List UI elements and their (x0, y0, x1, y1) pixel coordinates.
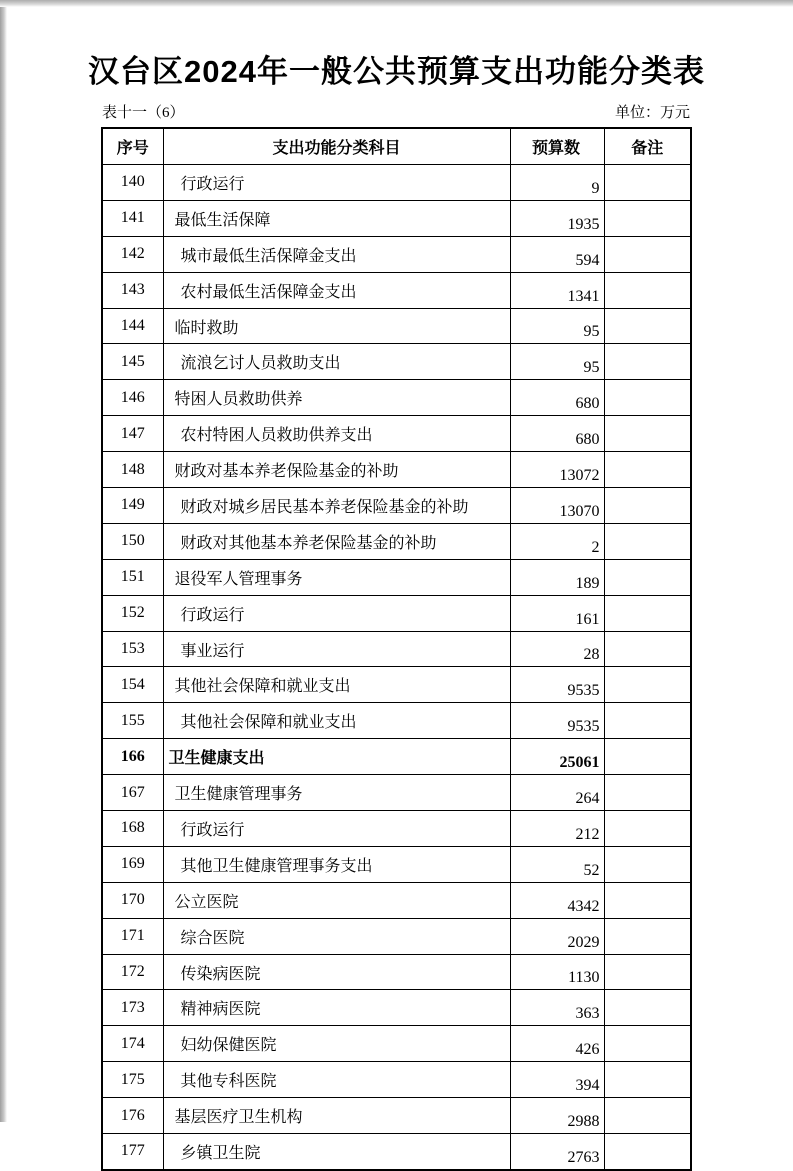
row-subject: 农村最低生活保障金支出 (163, 272, 510, 308)
row-budget: 25061 (510, 739, 604, 775)
row-no: 141 (102, 200, 163, 236)
row-subject: 最低生活保障 (163, 200, 510, 236)
row-no: 150 (102, 523, 163, 559)
row-note (604, 523, 691, 559)
row-subject: 事业运行 (163, 631, 510, 667)
row-note (604, 703, 691, 739)
header-serial: 序号 (102, 128, 163, 165)
row-budget: 212 (510, 811, 604, 847)
row-subject: 其他社会保障和就业支出 (163, 703, 510, 739)
row-note (604, 846, 691, 882)
row-no: 173 (102, 990, 163, 1026)
table-row (102, 1062, 691, 1098)
header-budget: 预算数 (510, 128, 604, 165)
row-note (604, 308, 691, 344)
row-note (604, 954, 691, 990)
row-note (604, 272, 691, 308)
table-row (102, 380, 691, 416)
table-row (102, 488, 691, 524)
row-no: 175 (102, 1062, 163, 1098)
table-row (102, 595, 691, 631)
budget-table (101, 127, 692, 1171)
row-budget: 95 (510, 344, 604, 380)
row-note (604, 559, 691, 595)
header-note: 备注 (604, 128, 691, 165)
row-subject: 公立医院 (163, 882, 510, 918)
row-budget: 52 (510, 846, 604, 882)
row-budget: 426 (510, 1026, 604, 1062)
row-budget: 394 (510, 1062, 604, 1098)
row-note (604, 1026, 691, 1062)
row-no: 148 (102, 452, 163, 488)
row-no: 147 (102, 416, 163, 452)
table-row (102, 990, 691, 1026)
table-row (102, 344, 691, 380)
row-note (604, 918, 691, 954)
row-subject: 行政运行 (163, 165, 510, 201)
row-no: 153 (102, 631, 163, 667)
row-note (604, 739, 691, 775)
row-note (604, 416, 691, 452)
row-subject: 行政运行 (163, 595, 510, 631)
row-no: 154 (102, 667, 163, 703)
table-row (102, 236, 691, 272)
row-budget: 28 (510, 631, 604, 667)
unit-label: 单位：万元 (614, 105, 690, 121)
table-row (102, 308, 691, 344)
row-no: 144 (102, 308, 163, 344)
row-budget: 95 (510, 308, 604, 344)
row-subject: 城市最低生活保障金支出 (163, 236, 510, 272)
row-no: 168 (102, 811, 163, 847)
table-row (102, 739, 691, 775)
row-no: 146 (102, 380, 163, 416)
row-no: 152 (102, 595, 163, 631)
table-number-label: 表十一（6） (102, 105, 185, 121)
row-no: 172 (102, 954, 163, 990)
row-note (604, 595, 691, 631)
row-no: 140 (102, 165, 163, 201)
table-row (102, 667, 691, 703)
table-row (102, 775, 691, 811)
row-no: 143 (102, 272, 163, 308)
row-budget: 9535 (510, 703, 604, 739)
row-subject: 卫生健康支出 (163, 739, 510, 775)
row-budget: 680 (510, 416, 604, 452)
row-note (604, 882, 691, 918)
row-subject: 其他社会保障和就业支出 (163, 667, 510, 703)
row-note (604, 488, 691, 524)
row-note (604, 380, 691, 416)
table-row (102, 918, 691, 954)
row-subject: 流浪乞讨人员救助支出 (163, 344, 510, 380)
row-no: 149 (102, 488, 163, 524)
table-meta-row (102, 101, 690, 122)
row-budget: 264 (510, 775, 604, 811)
row-note (604, 165, 691, 201)
table-row (102, 416, 691, 452)
row-budget: 13070 (510, 488, 604, 524)
row-budget: 9 (510, 165, 604, 201)
row-subject: 财政对其他基本养老保险基金的补助 (163, 523, 510, 559)
row-budget: 189 (510, 559, 604, 595)
page-edge-top (0, 0, 793, 7)
row-budget: 4342 (510, 882, 604, 918)
table-row (102, 523, 691, 559)
row-no: 176 (102, 1098, 163, 1134)
table-row (102, 452, 691, 488)
row-subject: 综合医院 (163, 918, 510, 954)
row-budget: 161 (510, 595, 604, 631)
row-subject: 财政对基本养老保险基金的补助 (163, 452, 510, 488)
table-row (102, 1098, 691, 1134)
table-body (102, 165, 691, 1170)
row-no: 170 (102, 882, 163, 918)
row-budget: 1935 (510, 200, 604, 236)
table-row (102, 1026, 691, 1062)
row-note (604, 990, 691, 1026)
page-edge-left (0, 0, 7, 1122)
table-row (102, 165, 691, 201)
row-note (604, 452, 691, 488)
row-no: 171 (102, 918, 163, 954)
row-budget: 363 (510, 990, 604, 1026)
table-row (102, 559, 691, 595)
row-budget: 13072 (510, 452, 604, 488)
row-subject: 妇幼保健医院 (163, 1026, 510, 1062)
row-subject: 其他专科医院 (163, 1062, 510, 1098)
row-subject: 退役军人管理事务 (163, 559, 510, 595)
row-no: 174 (102, 1026, 163, 1062)
table-row (102, 882, 691, 918)
row-budget: 2 (510, 523, 604, 559)
row-no: 142 (102, 236, 163, 272)
row-subject: 卫生健康管理事务 (163, 775, 510, 811)
row-subject: 行政运行 (163, 811, 510, 847)
row-budget: 594 (510, 236, 604, 272)
row-subject: 传染病医院 (163, 954, 510, 990)
row-subject: 财政对城乡居民基本养老保险基金的补助 (163, 488, 510, 524)
row-note (604, 236, 691, 272)
row-note (604, 344, 691, 380)
row-budget: 2988 (510, 1098, 604, 1134)
row-note (604, 200, 691, 236)
table-row (102, 954, 691, 990)
row-no: 167 (102, 775, 163, 811)
row-note (604, 1098, 691, 1134)
table-row (102, 1134, 691, 1170)
table-header-row (102, 128, 691, 165)
row-note (604, 775, 691, 811)
row-no: 151 (102, 559, 163, 595)
row-no: 177 (102, 1134, 163, 1170)
row-budget: 2029 (510, 918, 604, 954)
row-note (604, 631, 691, 667)
page-title: 汉台区2024年一般公共预算支出功能分类表 (88, 54, 705, 89)
table-row (102, 631, 691, 667)
row-subject: 其他卫生健康管理事务支出 (163, 846, 510, 882)
row-no: 166 (102, 739, 163, 775)
table-row (102, 272, 691, 308)
row-budget: 9535 (510, 667, 604, 703)
row-subject: 农村特困人员救助供养支出 (163, 416, 510, 452)
row-budget: 2763 (510, 1134, 604, 1170)
row-note (604, 667, 691, 703)
row-budget: 1130 (510, 954, 604, 990)
row-no: 169 (102, 846, 163, 882)
table-row (102, 703, 691, 739)
row-subject: 临时救助 (163, 308, 510, 344)
row-subject: 基层医疗卫生机构 (163, 1098, 510, 1134)
row-subject: 精神病医院 (163, 990, 510, 1026)
row-budget: 680 (510, 380, 604, 416)
table-row (102, 846, 691, 882)
row-budget: 1341 (510, 272, 604, 308)
table-row (102, 200, 691, 236)
header-subject: 支出功能分类科目 (163, 128, 510, 165)
row-subject: 乡镇卫生院 (163, 1134, 510, 1170)
row-no: 155 (102, 703, 163, 739)
row-subject: 特困人员救助供养 (163, 380, 510, 416)
row-no: 145 (102, 344, 163, 380)
row-note (604, 1134, 691, 1170)
row-note (604, 811, 691, 847)
table-row (102, 811, 691, 847)
row-note (604, 1062, 691, 1098)
